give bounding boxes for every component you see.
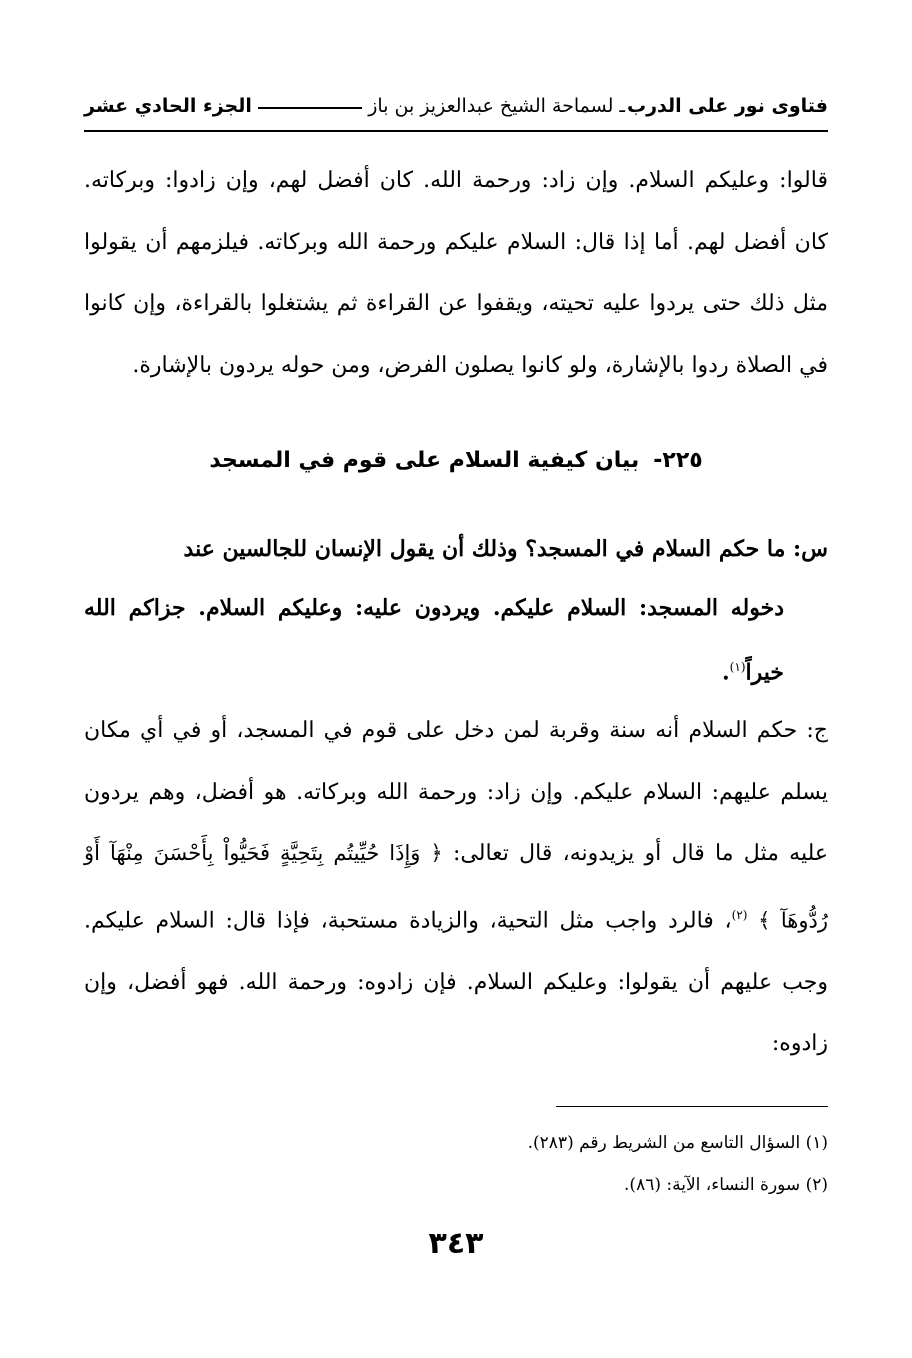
question-block	[84, 520, 828, 702]
answer-text-after: ، فالرد واجب مثل التحية، والزيادة مستحبة، فإذا قال: السلام عليكم. وجب عليهم أن يقولوا: وعليكم السلام. فإن زادوه: ورحمة الله. فهو أفضل، وإن زادوه:	[84, 908, 828, 1057]
question-rest-wrap	[84, 579, 828, 702]
header-dash	[258, 107, 362, 109]
question-end: .	[722, 659, 730, 686]
question-line1: س: ما حكم السلام في المسجد؟ وذلك أن يقول الإنسان للجالسين عند	[183, 536, 828, 562]
footnote-ref-1: (١)	[729, 660, 746, 674]
author-line: ـ لسماحة الشيخ عبدالعزيز بن باز	[368, 95, 625, 117]
section-number: ٢٢٥-	[653, 448, 703, 473]
section-title: بيان كيفية السلام على قوم في المسجد	[209, 448, 640, 473]
continued-paragraph: قالوا: وعليكم السلام. وإن زاد: ورحمة الله. كان أفضل لهم، وإن زادوا: وبركاته. كان أفضل لهم. أما إذا قال: السلام عليكم ورحمة الله وبركاته. فيلزمهم أن يقولوا مثل ذلك حتى يردوا عليه تحيته، ويقفوا عن القراءة ثم يشتغلوا بالقراءة، وإن كانوا في الصلاة ردوا بالإشارة، ولو كانوا يصلون الفرض، ومن حوله يردون بالإشارة.	[84, 168, 828, 378]
answer-paragraph	[84, 700, 828, 1075]
page-number: ٣٤٣	[428, 1226, 484, 1261]
quran-verse: ﴿ وَإِذَا حُيِّيتُم بِتَحِيَّةٍ فَحَيُّواْ بِأَحْسَنَ مِنْهَآ أَوْ رُدُّوهَآ ﴾	[84, 841, 828, 933]
footnote-ref-2: (٢)	[731, 907, 748, 922]
question-rest: دخوله المسجد: السلام عليكم. ويردون عليه: وعليكم السلام. جزاكم الله خيراً	[84, 595, 784, 686]
header-rule	[84, 130, 828, 132]
running-header	[84, 84, 828, 128]
volume-label: الجزء الحادي عشر	[84, 95, 252, 117]
book-title: فتاوى نور على الدرب	[627, 95, 828, 117]
footnotes	[84, 1122, 828, 1206]
answer-text-before: ج: حكم السلام أنه سنة وقربة لمن دخل على قوم في المسجد، أو في أي مكان يسلم عليهم: السلام عليكم. وإن زاد: ورحمة الله وبركاته. هو أفضل، وهم يردون عليه مثل ما قال أو يزيدونه، قال تعالى:	[84, 718, 828, 867]
footnote-2: (٢) سورة النساء، الآية: (٨٦).	[624, 1175, 828, 1195]
footnote-1: (١) السؤال التاسع من الشريط رقم (٢٨٣).	[527, 1133, 828, 1153]
section-heading	[84, 448, 828, 473]
footnote-separator	[556, 1106, 828, 1107]
